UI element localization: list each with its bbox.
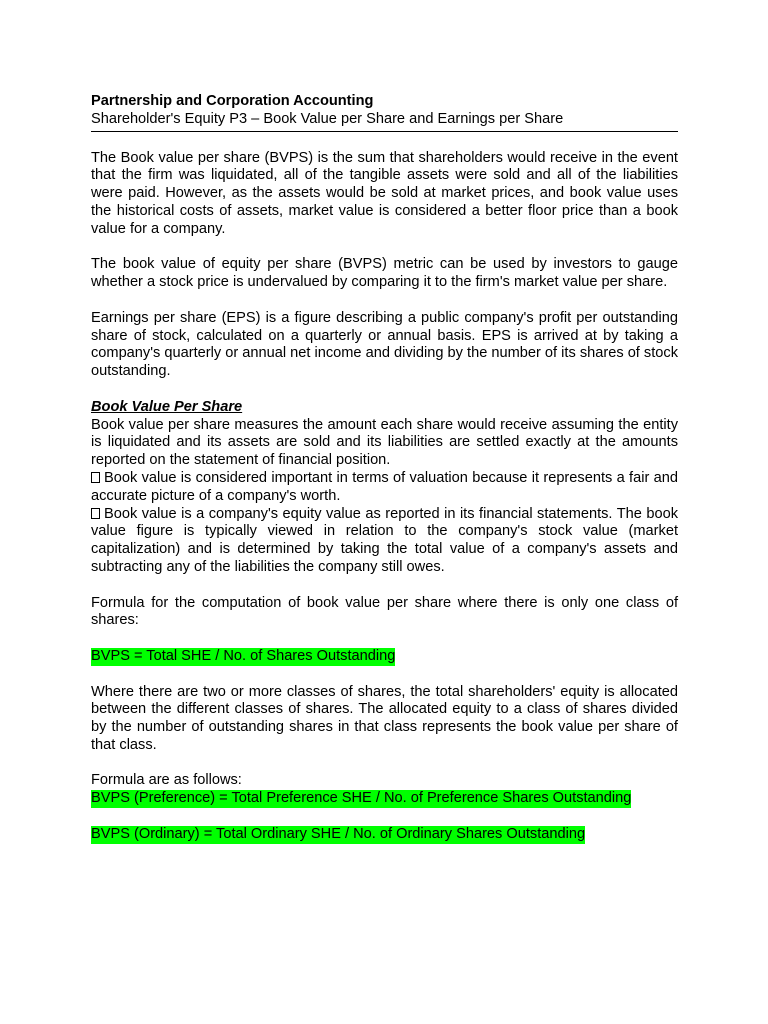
intro-paragraph-bvps: The Book value per share (BVPS) is the sum that shareholders would receive in the event that the firm was liquidated, all of the tangible assets were sold and all of the liabilities were paid. However, as the assets would be sold at market prices, and book value uses the historical costs of assets, market value is considered a better floor price than a book value for a company. [91, 149, 678, 237]
preference-formula-line [91, 790, 678, 808]
preference-formula: BVPS (Preference) = Total Preference SHE / No. of Preference Shares Outstanding [91, 790, 632, 807]
bullet-icon [91, 472, 100, 483]
bullet-text: Book value is considered important in terms of valuation because it represents a fair and accurate picture of a company's worth. [91, 469, 678, 504]
document-subtitle: Shareholder's Equity P3 – Book Value per Share and Earnings per Share [91, 111, 678, 132]
section-heading-bvps: Book Value Per Share [91, 398, 243, 415]
multi-class-intro: Formula are as follows: [91, 772, 242, 789]
document-body [91, 93, 678, 844]
multi-class-text: Where there are two or more classes of shares, the total shareholders' equity is allocated between the different classes of shares. The allocated equity to a class of shares divided by the number of outstanding shares in that class represents the book value per share of that class. [91, 683, 678, 753]
bvps-bullet-item [91, 470, 678, 506]
bullet-icon [91, 508, 100, 519]
ordinary-formula: BVPS (Ordinary) = Total Ordinary SHE / No. of Ordinary Shares Outstanding [91, 825, 586, 842]
bvps-definition: Book value per share measures the amount each share would receive assuming the entity is liquidated and its assets are sold and its liabilities are settled exactly at the amounts reported on the statement of financial position. [91, 416, 678, 469]
document-title: Partnership and Corporation Accounting [91, 93, 374, 109]
intro-paragraph-bvps-metric: The book value of equity per share (BVPS) metric can be used by investors to gauge whether a stock price is undervalued by comparing it to the firm's market value per share. [91, 256, 678, 291]
single-class-intro: Formula for the computation of book value per share where there is only one class of shares: [91, 594, 678, 629]
intro-paragraph-eps: Earnings per share (EPS) is a figure describing a public company's profit per outstanding share of stock, calculated on a quarterly or annual basis. EPS is arrived at by taking a company's quarterly or annual net income and dividing by the number of its shares of stock outstanding. [91, 309, 678, 380]
bullet-text: Book value is a company's equity value as reported in its financial statements. The book value figure is typically viewed in relation to the company's stock value (market capitalization) and is determined by taking the total value of a company's assets and subtracting any of the liabilities the company still owes. [91, 505, 678, 575]
single-class-formula-line [91, 648, 678, 666]
ordinary-formula-line [91, 826, 678, 844]
bvps-bullet-item [91, 506, 678, 577]
single-class-formula: BVPS = Total SHE / No. of Shares Outstanding [91, 647, 396, 664]
